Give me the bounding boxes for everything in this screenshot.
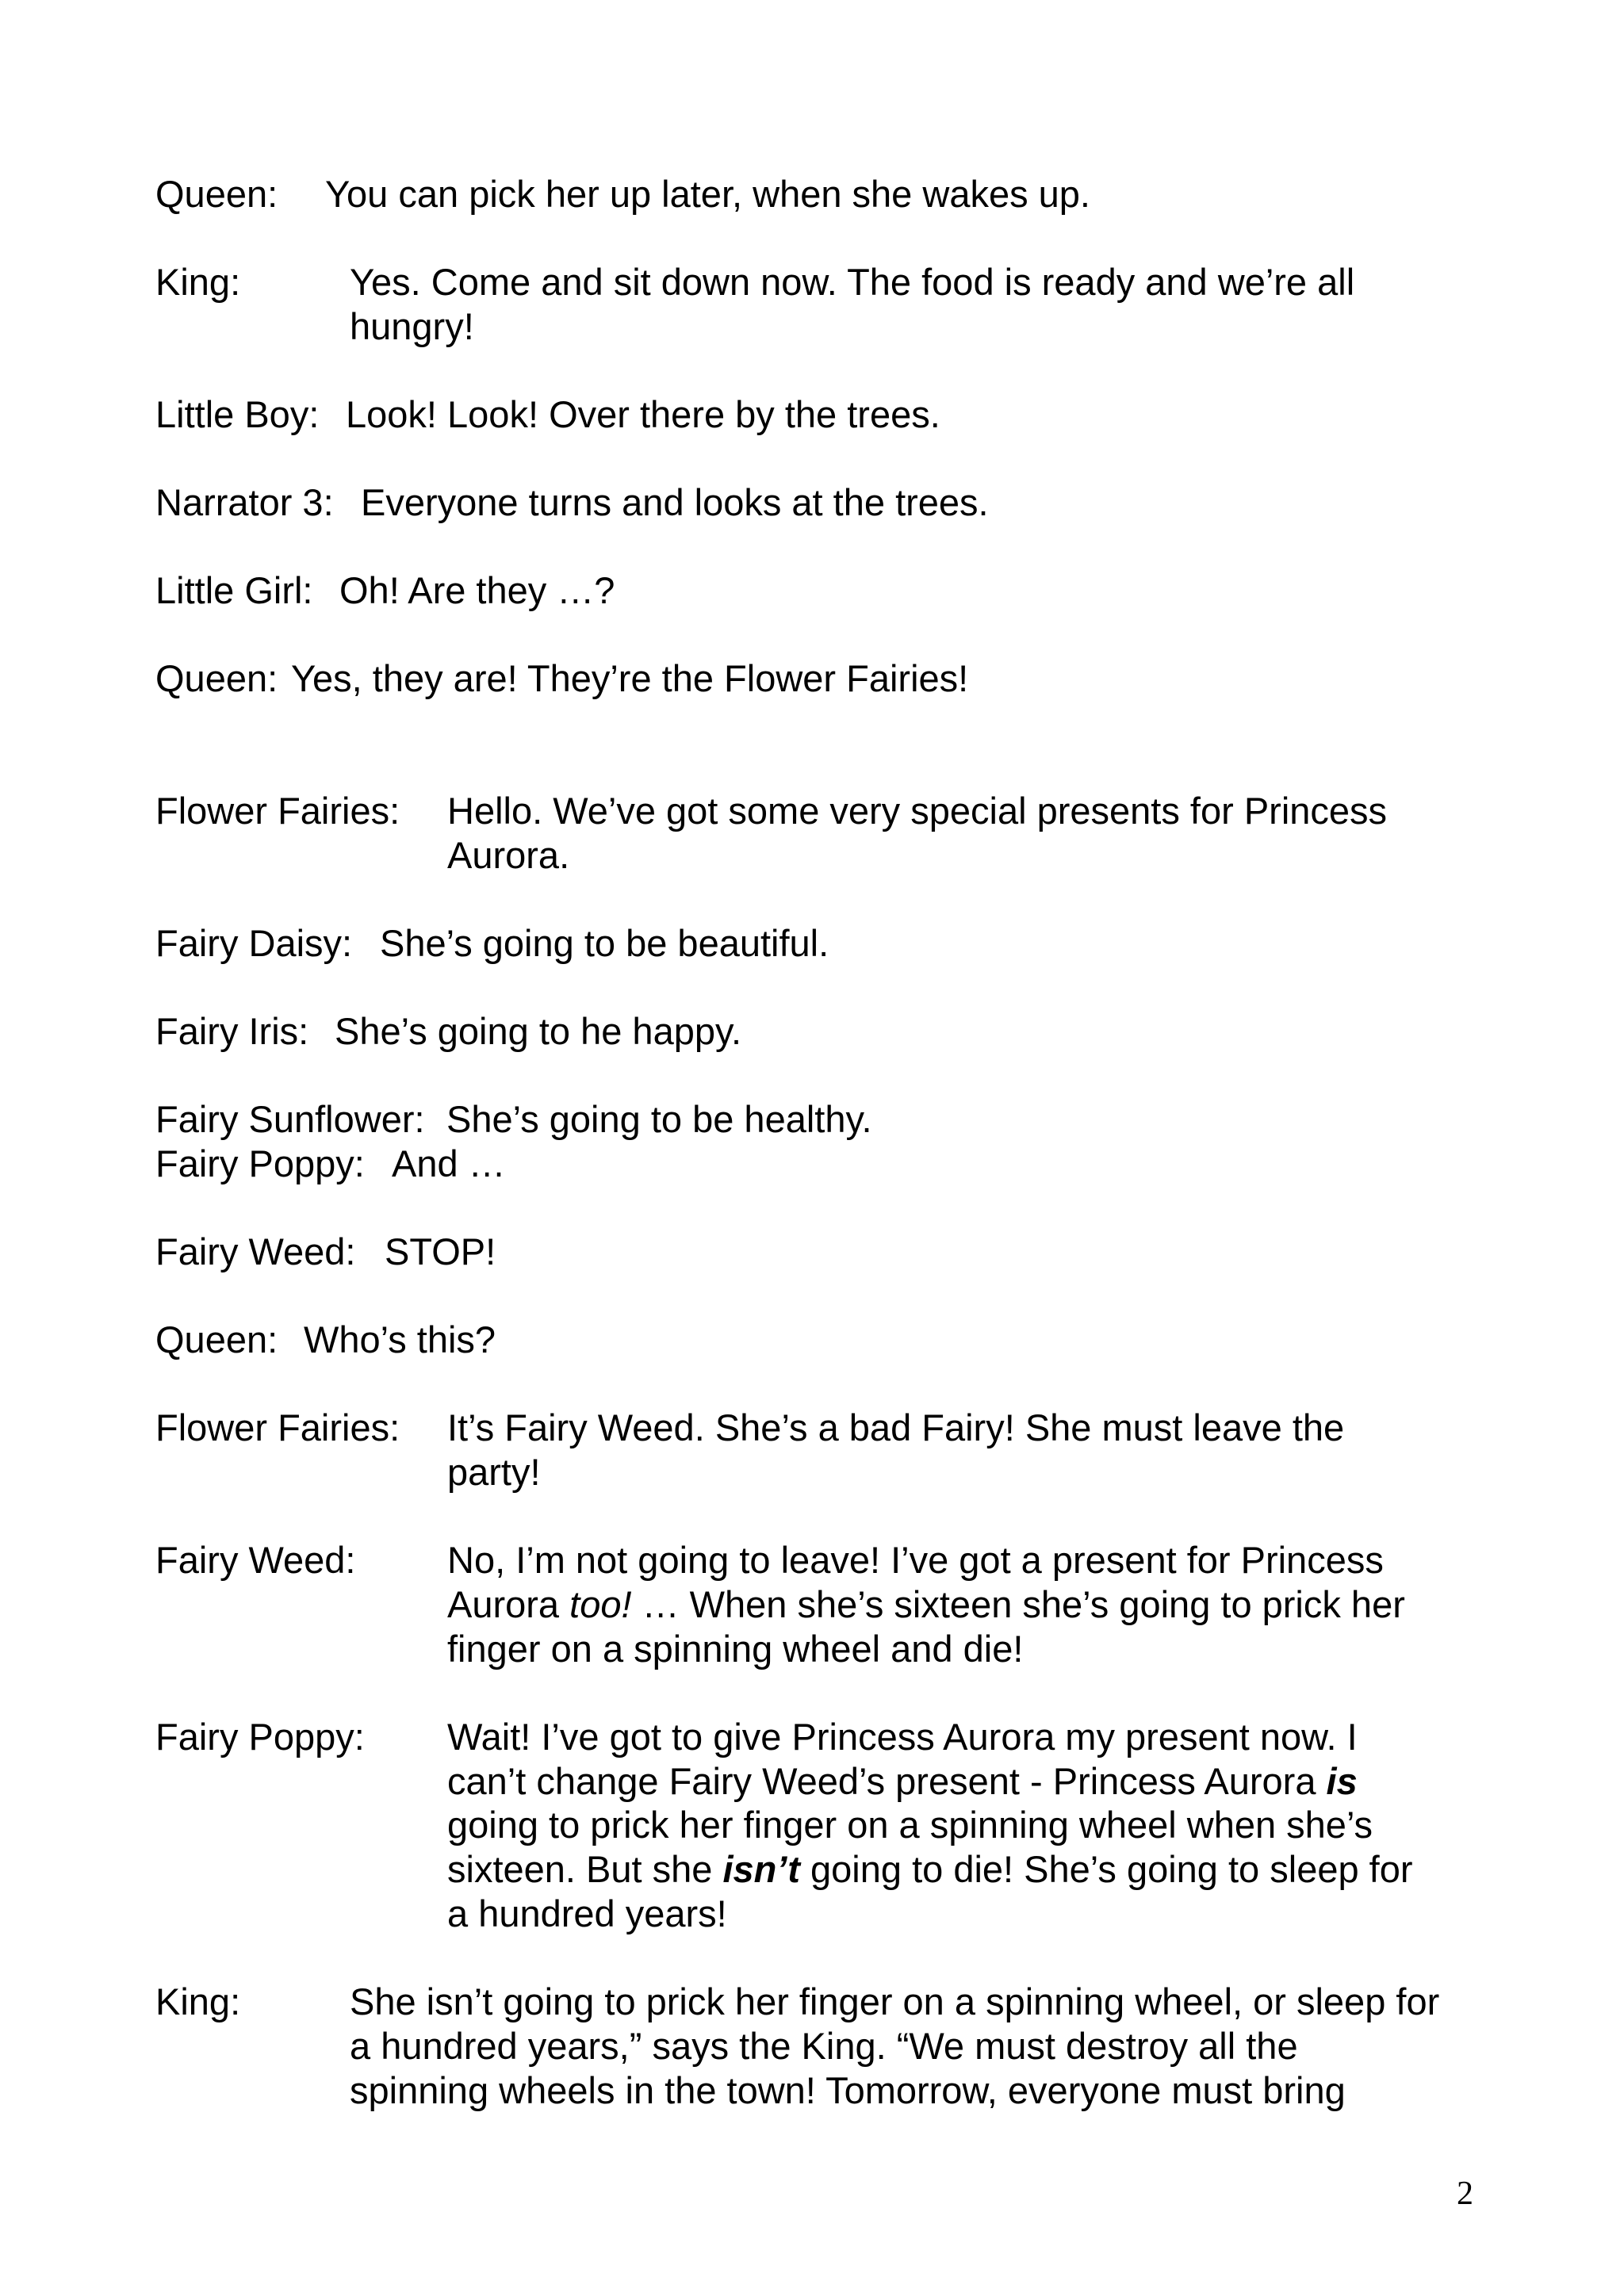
speaker-label: Flower Fairies: (155, 1406, 400, 1448)
dialogue-line: a hundred years,” says the King. “We must destroy all the (350, 2025, 1298, 2067)
dialogue-line: a hundred years! (447, 1892, 727, 1934)
dialogue-line: And … (392, 1142, 506, 1184)
speaker-label: Fairy Sunflower: (155, 1098, 425, 1140)
speaker-label: King: (155, 261, 241, 303)
text-run: … When she’s sixteen she’s going to prick her (631, 1583, 1405, 1625)
dialogue-line: It’s Fairy Weed. She’s a bad Fairy! She must leave the (447, 1406, 1345, 1448)
speaker-label: Fairy Weed: (155, 1539, 356, 1581)
emphasis-text: is (1326, 1760, 1358, 1802)
dialogue-line: She’s going to he happy. (335, 1010, 742, 1052)
dialogue-line: STOP! (385, 1230, 496, 1272)
dialogue-line: Yes. Come and sit down now. The food is ready and we’re all (350, 261, 1355, 303)
speaker-label: Fairy Poppy: (155, 1142, 365, 1184)
text-run: going to die! She’s going to sleep for (799, 1848, 1413, 1890)
dialogue-line: party! (447, 1451, 541, 1493)
dialogue-line: going to prick her finger on a spinning wheel when she’s (447, 1804, 1373, 1846)
speaker-label: Queen: (155, 1318, 278, 1360)
dialogue-line (447, 1847, 1413, 1892)
dialogue-line: Oh! Are they …? (339, 569, 615, 611)
dialogue-line: Aurora. (447, 834, 570, 876)
dialogue-line: Wait! I’ve got to give Princess Aurora my present now. I (447, 1716, 1358, 1758)
dialogue-line: She isn’t going to prick her finger on a spinning wheel, or sleep for (350, 1980, 1440, 2022)
speaker-label: Narrator 3: (155, 481, 334, 523)
dialogue-line: Hello. We’ve got some very special presents for Princess (447, 790, 1388, 832)
dialogue-line: She’s going to be healthy. (446, 1098, 872, 1140)
speaker-label: Fairy Poppy: (155, 1716, 365, 1758)
speaker-label: Little Boy: (155, 393, 320, 435)
speaker-label: Queen: (155, 173, 278, 215)
dialogue-line: No, I’m not going to leave! I’ve got a present for Princess (447, 1539, 1384, 1581)
speaker-label: Flower Fairies: (155, 790, 400, 832)
dialogue-line: Who’s this? (304, 1318, 496, 1360)
emphasis-text: too! (569, 1583, 632, 1625)
text-run: can’t change Fairy Weed’s present - Princess Aurora (447, 1760, 1327, 1802)
text-run: sixteen. But she (447, 1848, 723, 1890)
text-run: Aurora (447, 1583, 570, 1625)
dialogue-line: You can pick her up later, when she wakes up. (325, 173, 1090, 215)
dialogue-line (447, 1759, 1358, 1804)
speaker-label: Little Girl: (155, 569, 313, 611)
dialogue-line (447, 1582, 1405, 1627)
speaker-label: Fairy Daisy: (155, 922, 353, 964)
dialogue-line: hungry! (350, 305, 474, 347)
dialogue-line: spinning wheels in the town! Tomorrow, everyone must bring (350, 2069, 1346, 2111)
dialogue-line: Everyone turns and looks at the trees. (361, 481, 989, 523)
speaker-label: Fairy Weed: (155, 1230, 356, 1272)
speaker-label: King: (155, 1980, 241, 2022)
speaker-label: Fairy Iris: (155, 1010, 309, 1052)
page-number: 2 (1457, 2175, 1473, 2212)
dialogue-line: finger on a spinning wheel and die! (447, 1628, 1024, 1670)
speaker-label: Queen: (155, 657, 278, 699)
dialogue-line: Yes, they are! They’re the Flower Fairies! (291, 657, 969, 699)
emphasis-text: isn’t (722, 1848, 800, 1890)
dialogue-line: She’s going to be beautiful. (380, 922, 829, 964)
dialogue-line: Look! Look! Over there by the trees. (346, 393, 940, 435)
